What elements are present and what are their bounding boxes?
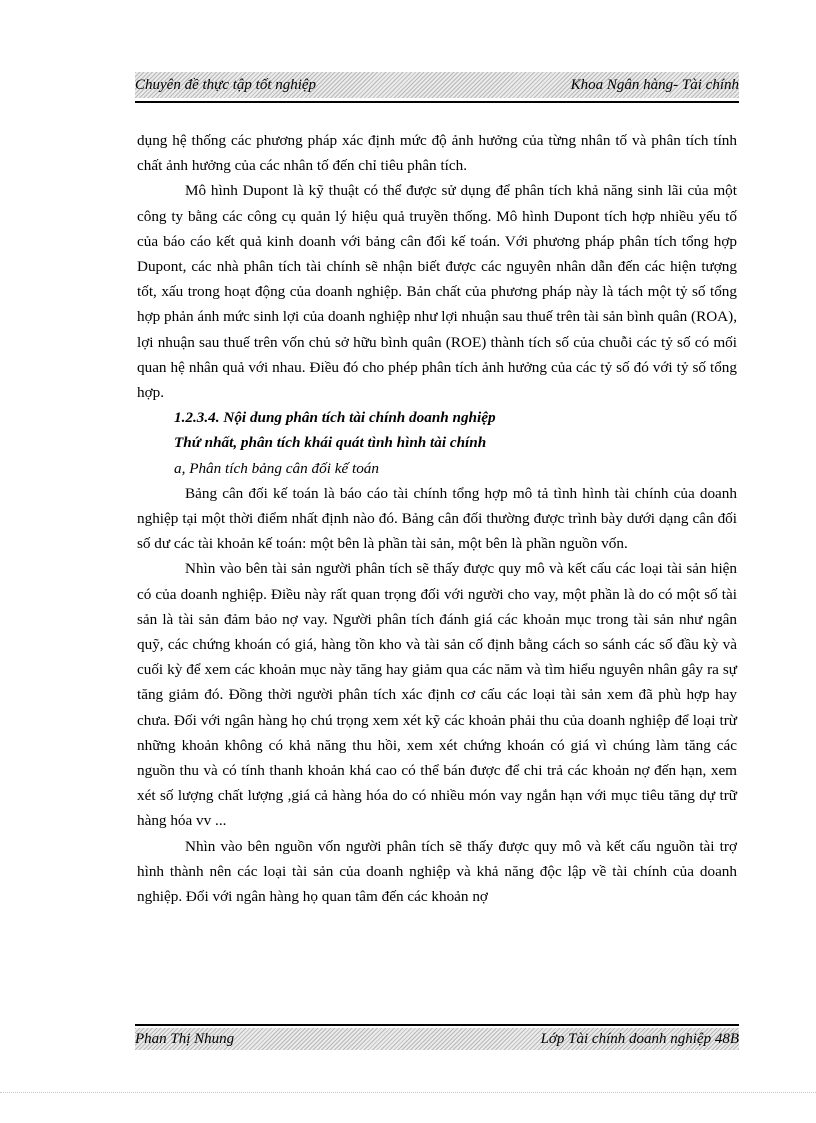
paragraph-1: dụng hệ thống các phương pháp xác định mức độ ảnh hưởng của từng nhân tố và phân tích tính chất ảnh hưởng của các nhân tố đến chỉ tiêu phân tích.: [137, 132, 737, 175]
subsection-heading-2: a, Phân tích bảng cân đối kế toán: [174, 459, 379, 477]
document-body: [137, 128, 737, 909]
page-footer: [135, 1028, 739, 1050]
paragraph-dupont: Mô hình Dupont là kỹ thuật có thể được sử dụng để phân tích khả năng sinh lãi của một công ty bằng các công cụ quản lý hiệu quả truyền thống. Mô hình Dupont tích hợp nhiều yếu tố của báo cáo kết quả kinh doanh với bảng cân đối kế toán. Với phương pháp phân tích tổng hợp Dupont, các nhà phân tích tài chính sẽ nhận biết được các nguyên nhân dẫn đến các hiện tượng tốt, xấu trong hoạt động của doanh nghiệp. Bản chất của phương pháp này là tách một tỷ số tổng hợp phản ánh mức sinh lợi của doanh nghiệp như lợi nhuận sau thuế trên tài sản bình quân (ROA), lợi nhuận sau thuế trên vốn chủ sở hữu bình quân (ROE) thành tích số của chuỗi các tỷ số có mối quan hệ nhân quả với nhau. Điều đó cho phép phân tích ảnh hưởng của các tỷ số đó với tỷ số tổng hợp.: [137, 182, 737, 402]
page-edge-line: [0, 1092, 816, 1093]
header-divider: [135, 101, 739, 103]
footer-class: Lớp Tài chính doanh nghiệp 48B: [540, 1030, 739, 1047]
subsection-heading: Thứ nhất, phân tích khái quát tình hình tài chính: [174, 434, 487, 452]
header-left-text: Chuyên đề thực tập tốt nghiệp: [135, 76, 317, 93]
section-heading: 1.2.3.4. Nội dung phân tích tài chính doanh nghiệp: [174, 409, 496, 427]
footer-author: Phan Thị Nhung: [135, 1030, 235, 1047]
header-right-text: Khoa Ngân hàng- Tài chính: [570, 76, 739, 93]
paragraph-assets: Nhìn vào bên tài sản người phân tích sẽ thấy được quy mô và kết cấu các loại tài sản hiện có của doanh nghiệp. Điều này rất quan trọng đối với người cho vay, một phần là do có một số tài sản là tài sản đảm bảo nợ vay. Người phân tích đánh giá các khoản mục trong tài sản như ngân quỹ, các chứng khoán có giá, hàng tồn kho và tài sản cố định bằng cách so sánh các số đầu kỳ và cuối kỳ để xem các khoản mục này tăng hay giảm qua các năm và tìm hiểu nguyên nhân gây ra sự tăng giảm đó. Đồng thời người phân tích xác định cơ cấu các loại tài sản xem đã phù hợp hay chưa. Đối với ngân hàng họ chú trọng xem xét kỹ các khoản phải thu của doanh nghiệp để loại trừ những khoản không có khả năng thu hồi, xem xét chứng khoán có giá vì chúng làm tăng các nguồn thu và có tính thanh khoản khá cao có thể bán được để chi trả các khoản nợ đến hạn, xem xét số lượng chất lượng ,giá cả hàng hóa do có nhiều món vay ngắn hạn với mục tiêu tăng dự trữ hàng hóa vv ...: [137, 560, 737, 830]
paragraph-liabilities: Nhìn vào bên nguồn vốn người phân tích sẽ thấy được quy mô và kết cấu nguồn tài trợ hình thành nên các loại tài sản của doanh nghiệp và khả năng độc lập về tài chính của doanh nghiệp. Đối với ngân hàng họ quan tâm đến các khoản nợ: [137, 837, 737, 906]
footer-divider: [135, 1024, 739, 1026]
page-header: [135, 72, 739, 98]
paragraph-balance-sheet: Bảng cân đối kế toán là báo cáo tài chính tổng hợp mô tả tình hình tài chính của doanh nghiệp tại một thời điểm nhất định nào đó. Bảng cân đối thường được trình bày dưới dạng cân đối số dư các tài khoản kế toán: một bên là phần tài sản, một bên là phần nguồn vốn.: [137, 484, 737, 553]
